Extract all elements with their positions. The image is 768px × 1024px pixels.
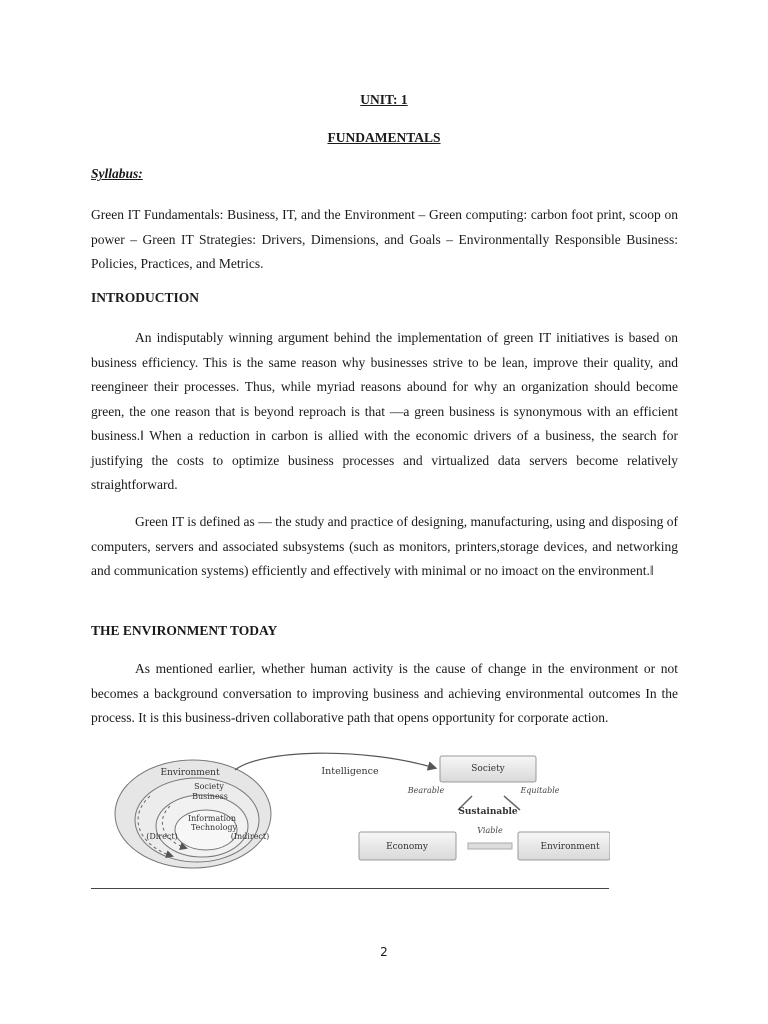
box-economy-label: Economy xyxy=(386,842,428,852)
introduction-paragraph-1: An indisputably winning argument behind the implementation of green IT initiatives is based on business efficiency. This is the same reason why businesses strive to be lean, improve their quality, and reengineer their processes. Thus, while myriad reasons abound for why an organization should become green, the one reason that is beyond reproach is that ―a green business is synonymous with an efficient business.‖ When a reduction in carbon is allied with the economic drivers of a business, the search for justifying the costs to optimize business processes and virtualized data servers become relatively straightforward. xyxy=(91,330,678,492)
page-number: 2 xyxy=(380,945,388,959)
footnote-divider xyxy=(91,888,609,889)
box-environment-label: Environment xyxy=(540,842,600,852)
introduction-heading: INTRODUCTION xyxy=(91,290,200,305)
label-viable: Viable xyxy=(477,826,503,835)
unit-heading: UNIT: 1 xyxy=(360,92,408,107)
label-society-ring: Society xyxy=(194,782,224,791)
label-direct: (Direct) xyxy=(146,832,178,841)
label-environment-ring: Environment xyxy=(160,768,220,778)
sustainability-figure xyxy=(110,748,610,874)
box-society-label: Society xyxy=(471,764,505,774)
environment-today-paragraph: As mentioned earlier, whether human activity is the cause of change in the environment or not becomes a background conversation to improving business and achieving environmental outcomes In the process. It is this business-driven collaborative path that opens opportunity for corporate action. xyxy=(91,661,678,725)
label-intelligence: Intelligence xyxy=(321,766,379,777)
label-it-line2: Technology xyxy=(190,823,238,832)
label-it-line1: Information xyxy=(187,814,237,823)
label-business-ring: Business xyxy=(192,792,228,801)
label-indirect: (Indirect) xyxy=(230,832,270,841)
chapter-title: FUNDAMENTALS xyxy=(327,130,441,145)
figure-svg xyxy=(110,748,610,874)
label-sustainable: Sustainable xyxy=(458,807,518,817)
environment-today-heading: THE ENVIRONMENT TODAY xyxy=(91,623,278,638)
label-equitable: Equitable xyxy=(520,786,560,795)
syllabus-text: Green IT Fundamentals: Business, IT, and the Environment – Green computing: carbon foot print, scoop on power – Green IT Strategies: Drivers, Dimensions, and Goals – Environmentally Responsible Business: Policies, Practices, and Metrics. xyxy=(91,207,678,271)
syllabus-label: Syllabus: xyxy=(91,166,143,181)
arrow-economy-environment xyxy=(468,843,512,849)
label-bearable: Bearable xyxy=(407,786,445,795)
introduction-paragraph-2: Green IT is defined as ― the study and practice of designing, manufacturing, using and disposing of computers, servers and associated subsystems (such as monitors, printers,storage devices, and networking and communication systems) efficiently and effectively with minimal or no imoact on the environment.‖ xyxy=(91,514,678,578)
